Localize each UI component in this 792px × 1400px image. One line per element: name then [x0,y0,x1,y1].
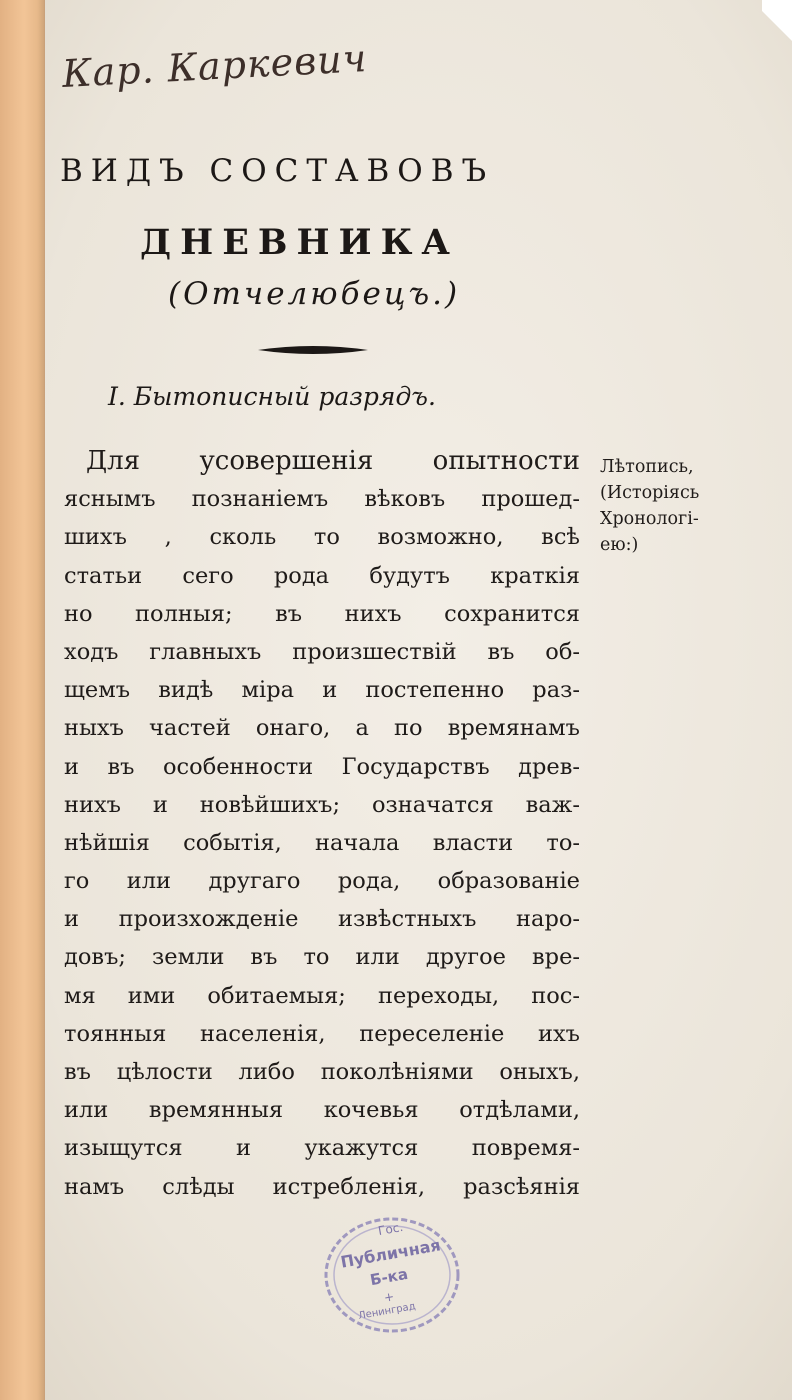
body-line: шихъ , сколь то возможно, всѣ [64,524,580,551]
body-line: но полныя; въ нихъ сохранится [64,600,580,627]
stamp-text-line: Б-ка [368,1264,410,1290]
title-line-1: ВИДЪ СОСТАВОВЪ [60,153,495,189]
title-line-2: ДНЕВНИКА [140,222,459,263]
body-line: тоянныя населенія, переселеніе ихъ [64,1020,580,1047]
body-line: статьи сего рода будутъ краткія [64,562,580,589]
stamp-text-line: Гос. [376,1219,405,1239]
body-line: щемъ видѣ міра и постепенно раз- [64,677,580,704]
handwritten-inscription: Кар. Каркевич [61,36,369,96]
title-line-3: (Отчелюбецъ.) [168,276,461,312]
body-line: нѣйшія событія, начала власти то- [64,829,580,856]
body-line: нихъ и новѣйшихъ; означатся важ- [64,791,580,818]
body-line: и произхожденіе извѣстныхъ наро- [64,906,580,933]
stamp-text-line: Ленинград [357,1301,417,1322]
library-stamp [318,1210,466,1340]
body-line: ныхъ частей онаго, а по времянамъ [64,715,580,742]
body-line: намъ слѣды истребленія, разсѣянія [64,1173,580,1200]
margin-note-line: (Исторіясь [600,483,700,503]
body-line: яснымъ познаніемъ вѣковъ прошед- [64,486,580,513]
margin-note-line: Хронологі- [600,509,699,529]
body-line: мя ими обитаемыя; переходы, пос- [64,982,580,1009]
body-line: или времянныя кочевья отдѣлами, [64,1097,580,1124]
margin-note-line: ею:) [600,535,639,555]
margin-note [600,454,790,558]
body-line: ходъ главныхъ произшествій въ об- [64,638,580,665]
body-line: довъ; земли въ то или другое вре- [64,944,580,971]
body-line: и въ особенности Государствъ древ- [64,753,580,780]
body-line: Для усовершенія опытности [86,446,580,476]
body-text [64,442,580,1206]
binding-spine [0,0,45,1400]
body-line: изыщутся и укажутся повремя- [64,1135,580,1162]
ornament-divider [258,344,368,356]
section-heading: I. Бытописный разрядъ. [108,382,436,411]
margin-note-line: Лѣтопись, [600,457,694,477]
body-line: въ цѣлости либо поколѣніями оныхъ, [64,1059,580,1085]
stamp-text-line: + [382,1289,396,1305]
stamp-text-line: Публичная [339,1235,442,1272]
page-corner [762,0,792,60]
body-line: го или другаго рода, образованіе [64,868,580,895]
